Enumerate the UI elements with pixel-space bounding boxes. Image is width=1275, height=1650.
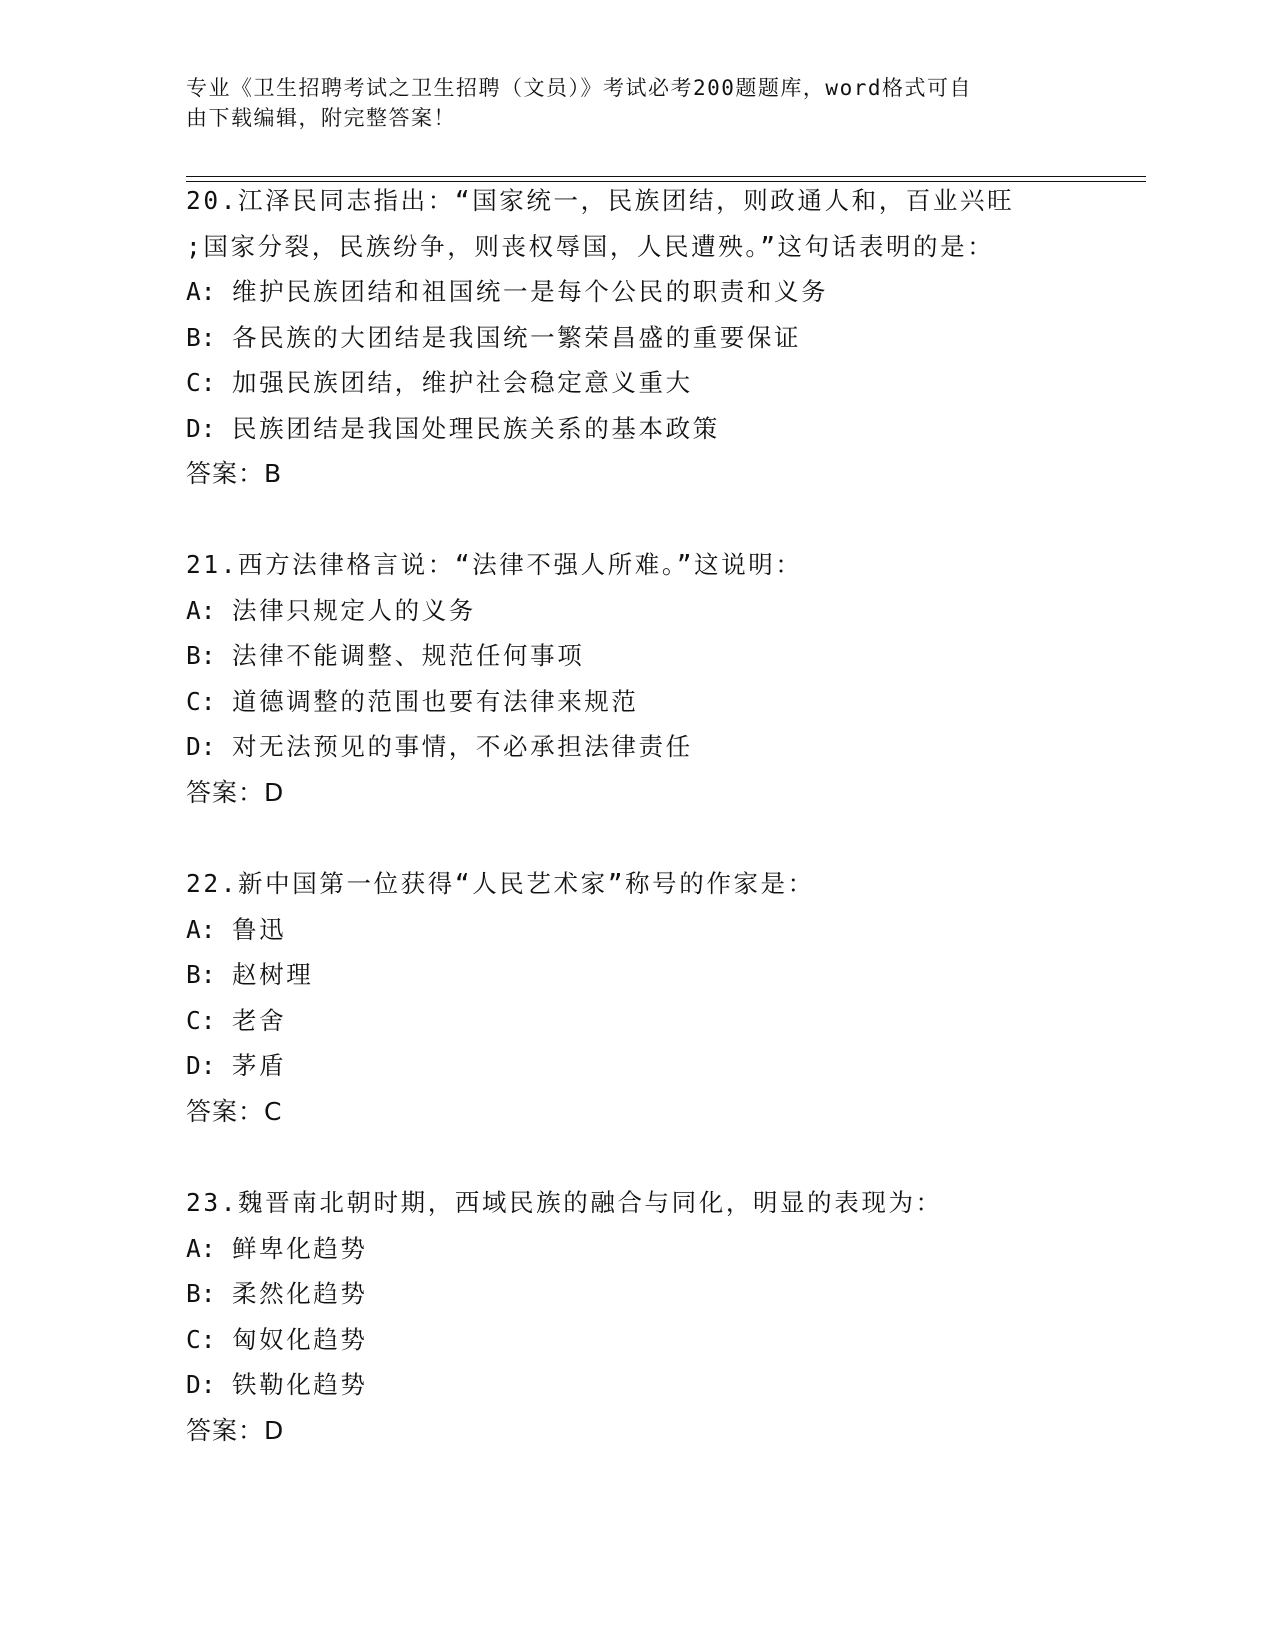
option-letter: B:	[186, 322, 216, 352]
option-text: 鲁迅	[232, 914, 287, 944]
question-stem-line: 22.新中国第一位获得“人民艺术家”称号的作家是：	[186, 869, 815, 898]
option-d	[186, 1043, 1086, 1089]
option-b	[186, 952, 1086, 998]
header-line-1: 专业《卫生招聘考试之卫生招聘（文员）》考试必考200题题库，word格式可自	[186, 76, 972, 100]
answer-line: 答案：C	[186, 1096, 283, 1126]
option-letter: D:	[186, 1370, 216, 1399]
option-d	[186, 406, 1086, 452]
option-text: 民族团结是我国处理民族关系的基本政策	[232, 413, 720, 443]
question-20	[186, 178, 1086, 497]
question-22	[186, 861, 1086, 1134]
option-text: 加强民族团结，维护社会稳定意义重大	[232, 368, 693, 397]
document-header	[186, 73, 1066, 133]
option-c	[186, 679, 1086, 725]
answer-line: 答案：D	[186, 777, 285, 807]
option-b	[186, 315, 1086, 361]
option-letter: D:	[186, 732, 216, 761]
question-stem-line: 20.江泽民同志指出：“国家统一，民族团结，则政通人和，百业兴旺	[186, 186, 1015, 215]
option-letter: A:	[186, 277, 216, 306]
header-divider-top	[186, 176, 1146, 177]
option-text: 匈奴化趋势	[232, 1324, 368, 1354]
option-d	[186, 724, 1086, 770]
option-letter: C:	[186, 1324, 216, 1354]
option-letter: A:	[186, 1233, 216, 1263]
option-a	[186, 907, 1086, 953]
option-b	[186, 633, 1086, 679]
option-letter: A:	[186, 595, 216, 625]
option-letter: C:	[186, 686, 216, 716]
option-text: 铁勒化趋势	[232, 1370, 368, 1399]
question-21	[186, 542, 1086, 815]
header-line-2: 由下载编辑，附完整答案！	[186, 106, 456, 130]
option-letter: D:	[186, 1051, 216, 1080]
option-c	[186, 360, 1086, 406]
question-23	[186, 1180, 1086, 1453]
question-stem-line: ;国家分裂，民族纷争，则丧权辱国，人民遭殃。”这句话表明的是：	[186, 231, 995, 261]
option-text: 维护民族团结和祖国统一是每个公民的职责和义务	[232, 277, 829, 306]
answer-line: 答案：D	[186, 1415, 285, 1445]
option-c	[186, 998, 1086, 1044]
option-text: 赵树理	[232, 960, 314, 989]
option-text: 各民族的大团结是我国统一繁荣昌盛的重要保证	[232, 322, 802, 352]
question-stem-line: 23.魏晋南北朝时期，西域民族的融合与同化，明显的表现为：	[186, 1188, 943, 1217]
option-text: 鲜卑化趋势	[232, 1233, 368, 1263]
option-text: 茅盾	[232, 1051, 287, 1080]
option-text: 法律不能调整、规范任何事项	[232, 641, 585, 670]
option-a	[186, 588, 1086, 634]
option-letter: B:	[186, 1279, 216, 1308]
option-text: 对无法预见的事情，不必承担法律责任	[232, 732, 693, 761]
option-a	[186, 1226, 1086, 1272]
option-letter: C:	[186, 1005, 216, 1035]
option-letter: B:	[186, 960, 216, 989]
option-text: 法律只规定人的义务	[232, 595, 476, 625]
option-text: 道德调整的范围也要有法律来规范	[232, 686, 639, 716]
option-b	[186, 1271, 1086, 1317]
option-text: 柔然化趋势	[232, 1279, 368, 1308]
option-d	[186, 1362, 1086, 1408]
option-letter: C:	[186, 368, 216, 397]
option-a	[186, 269, 1086, 315]
question-stem-line: 21.西方法律格言说：“法律不强人所难。”这说明：	[186, 550, 803, 579]
option-c	[186, 1317, 1086, 1363]
option-letter: D:	[186, 413, 216, 443]
option-letter: A:	[186, 914, 216, 944]
option-letter: B:	[186, 641, 216, 670]
option-text: 老舍	[232, 1005, 287, 1035]
answer-line: 答案：B	[186, 459, 283, 488]
